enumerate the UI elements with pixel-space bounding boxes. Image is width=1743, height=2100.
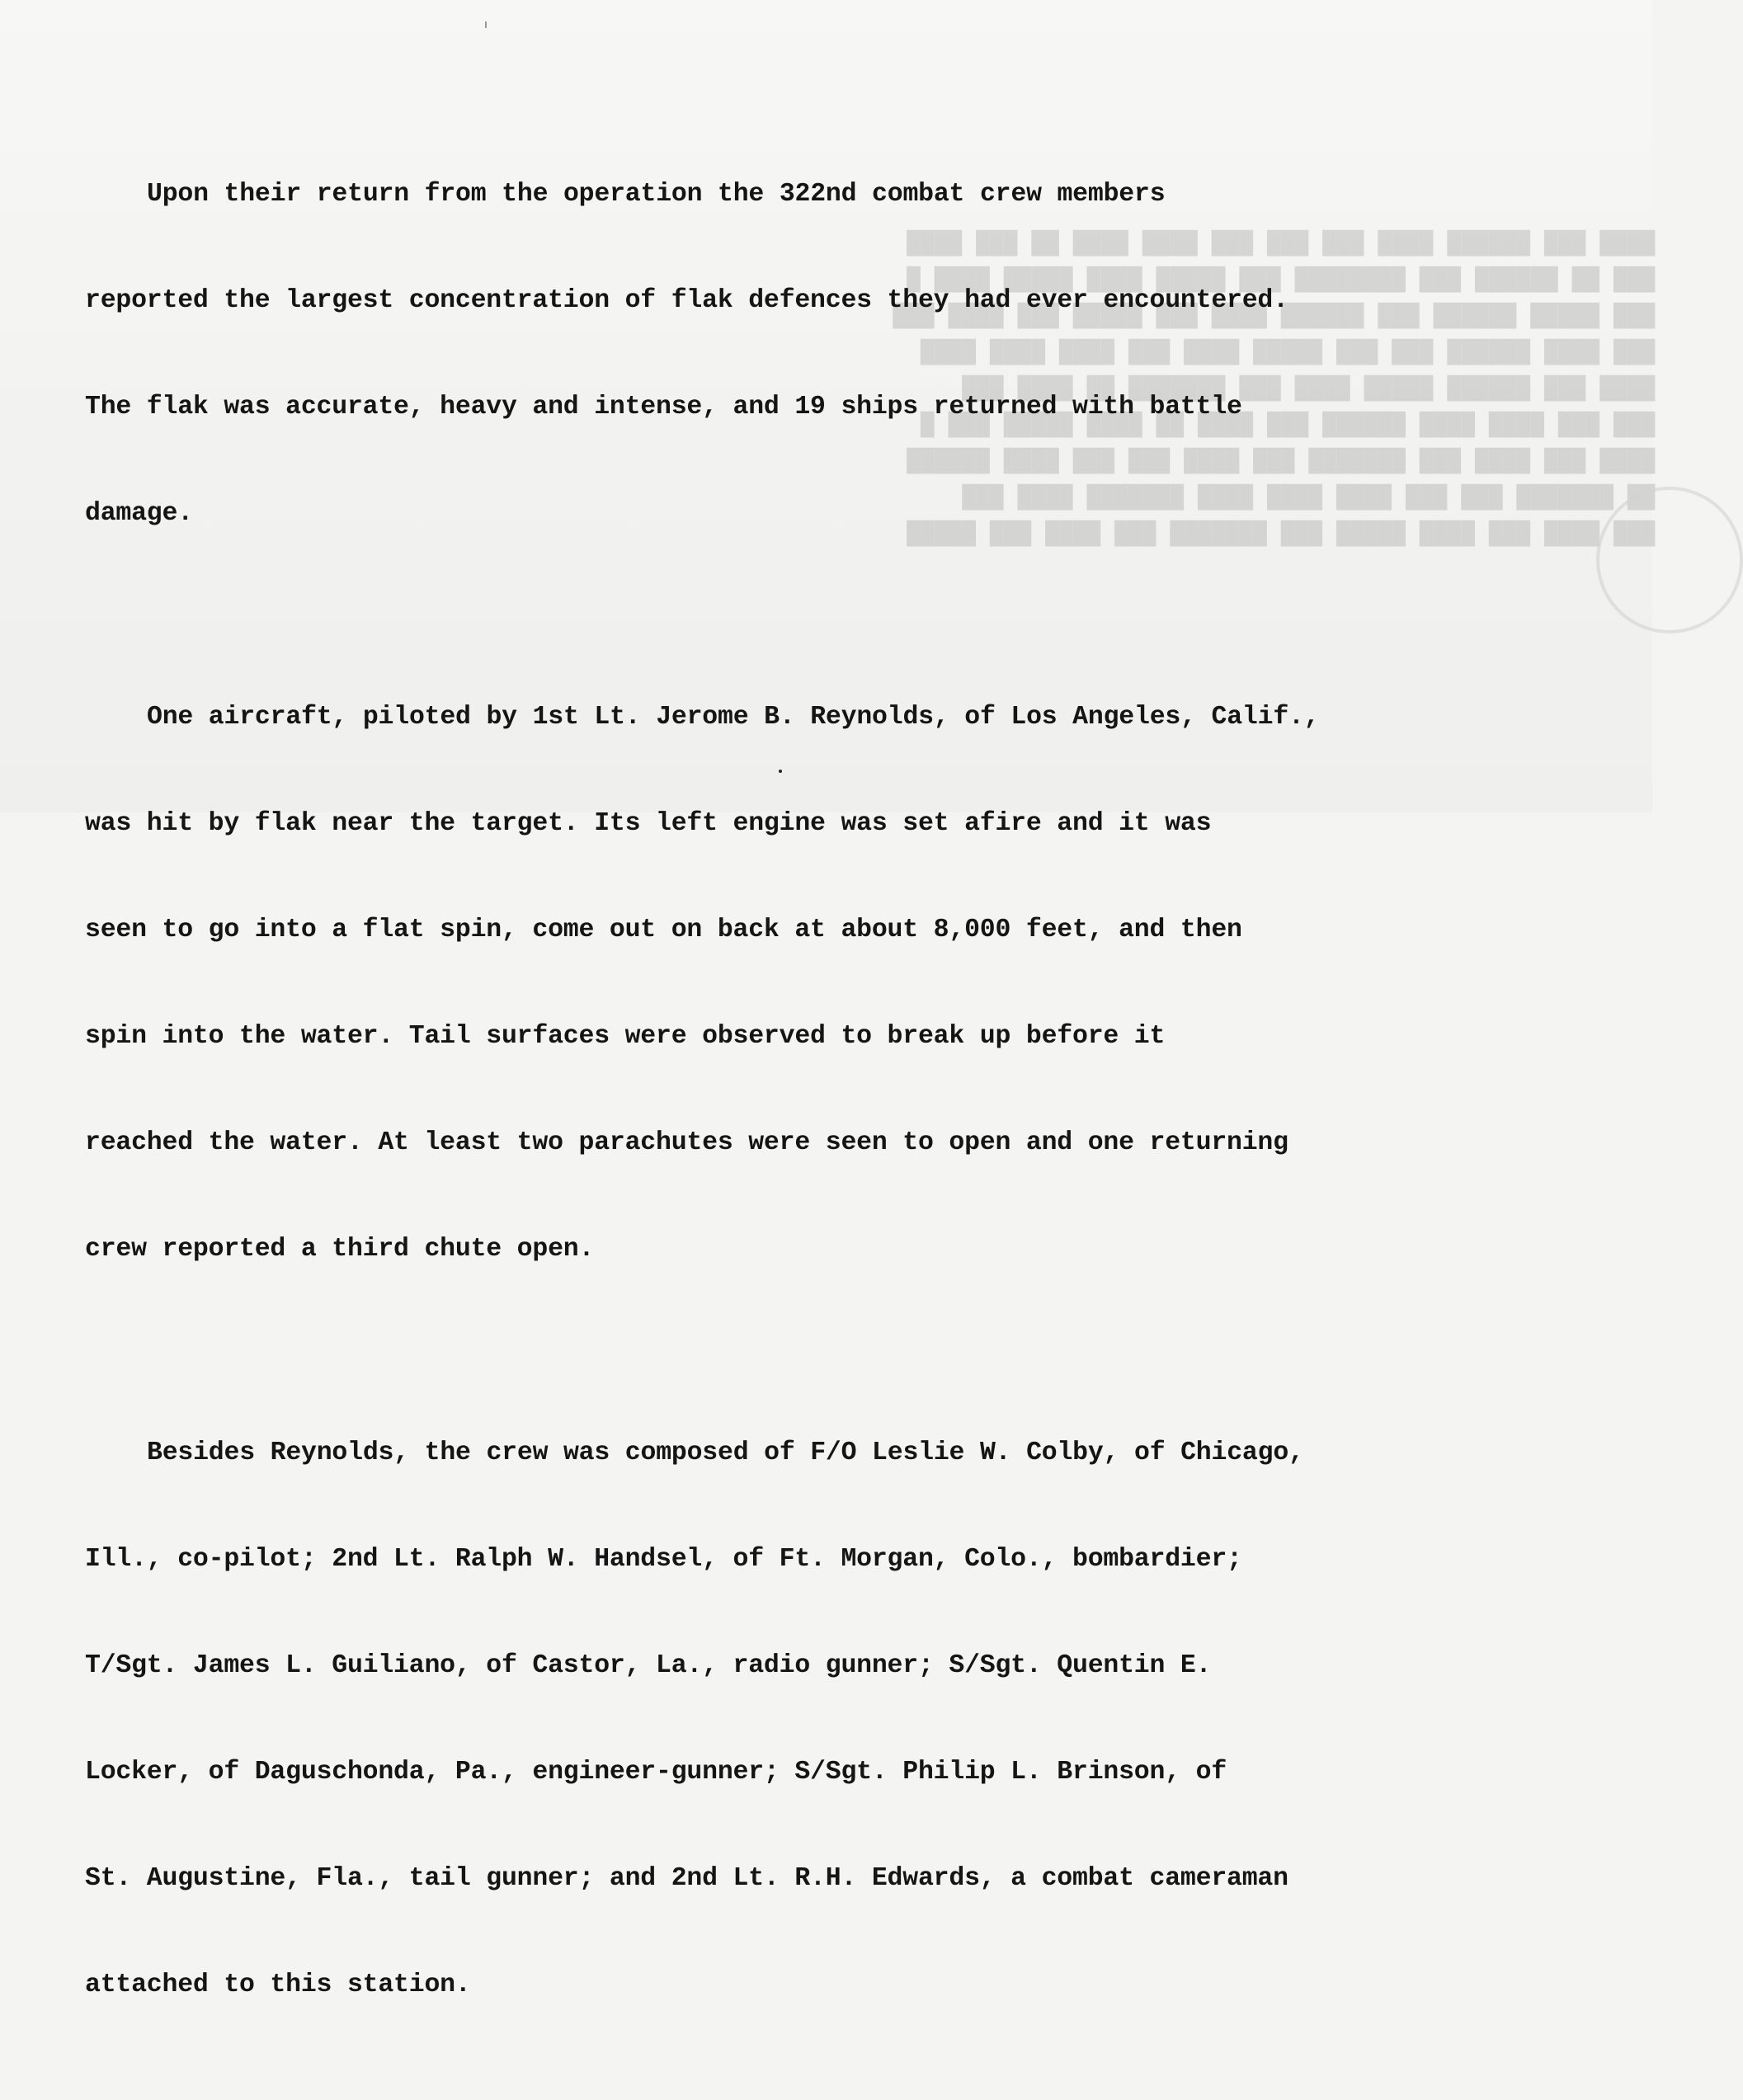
text-line: was hit by flak near the target. Its left engine was set afire and it was: [85, 809, 1212, 838]
paragraph-aircraft-loss: [85, 629, 1636, 1338]
text-line: One aircraft, piloted by 1st Lt. Jerome B. Reynolds, of Los Angeles, Calif.,: [147, 703, 1320, 732]
text-line: seen to go into a flat spin, come out on back at about 8,000 feet, and then: [85, 916, 1242, 944]
typewritten-report: [85, 106, 1636, 2100]
typewriter-dot: [779, 770, 782, 773]
text-line: Ill., co-pilot; 2nd Lt. Ralph W. Handsel, of Ft. Morgan, Colo., bombardier;: [85, 1545, 1242, 1574]
text-line: damage.: [85, 499, 193, 528]
text-line: St. Augustine, Fla., tail gunner; and 2nd Lt. R.H. Edwards, a combat cameraman: [85, 1864, 1288, 1893]
paper-speck: [485, 21, 487, 28]
text-line: Upon their return from the operation the 322nd combat crew members: [147, 180, 1166, 209]
bleed-through-texture: ████ ███ ██████ ████ ███ ███ ███ ████ ████ ██ ███ ████ ███ ██ ██████ ███ ████████ ███ █████ ████ █████ ████ █ ███ █████ ██████ ███ ██████ ████ ███ █████ ███ ████ ███ ███ ████ ██████ ███ ███ █████ ████ ███ ████ ████ ████ ████ ███ ██████ █████ ████ ███ ███████ ██ ████ ███ ███ ███ ████ ████ ██████ ███ ████ ██ ████ █████ ███ █ ████ ███ ████ ███ ███████ ███ ████ ███ ███ ████ ██████ ██ ███████ ███ ███ ████ ████ ████ ███████ ████ ███ ███ ████ ███ ████ █████ ███ ███████ ███ ████ ███ █████: [893, 231, 1656, 547]
text-line: T/Sgt. James L. Guiliano, of Castor, La., radio gunner; S/Sgt. Quentin E.: [85, 1651, 1212, 1680]
text-line: attached to this station.: [85, 1971, 471, 1999]
text-line: Locker, of Daguschonda, Pa., engineer-gunner; S/Sgt. Philip L. Brinson, of: [85, 1758, 1227, 1787]
text-line: reached the water. At least two parachutes were seen to open and one returning: [85, 1128, 1288, 1157]
text-line: crew reported a third chute open.: [85, 1235, 595, 1264]
text-line: spin into the water. Tail surfaces were observed to break up before it: [85, 1022, 1166, 1051]
paragraph-flak-report: [85, 106, 1636, 602]
text-line: Besides Reynolds, the crew was composed of F/O Leslie W. Colby, of Chicago,: [147, 1438, 1304, 1467]
paragraph-crew-list: [85, 1364, 1636, 2074]
text-line: reported the largest concentration of flak defences they had ever encountered.: [85, 286, 1288, 315]
text-line: The flak was accurate, heavy and intense, and 19 ships returned with battle: [85, 393, 1242, 421]
